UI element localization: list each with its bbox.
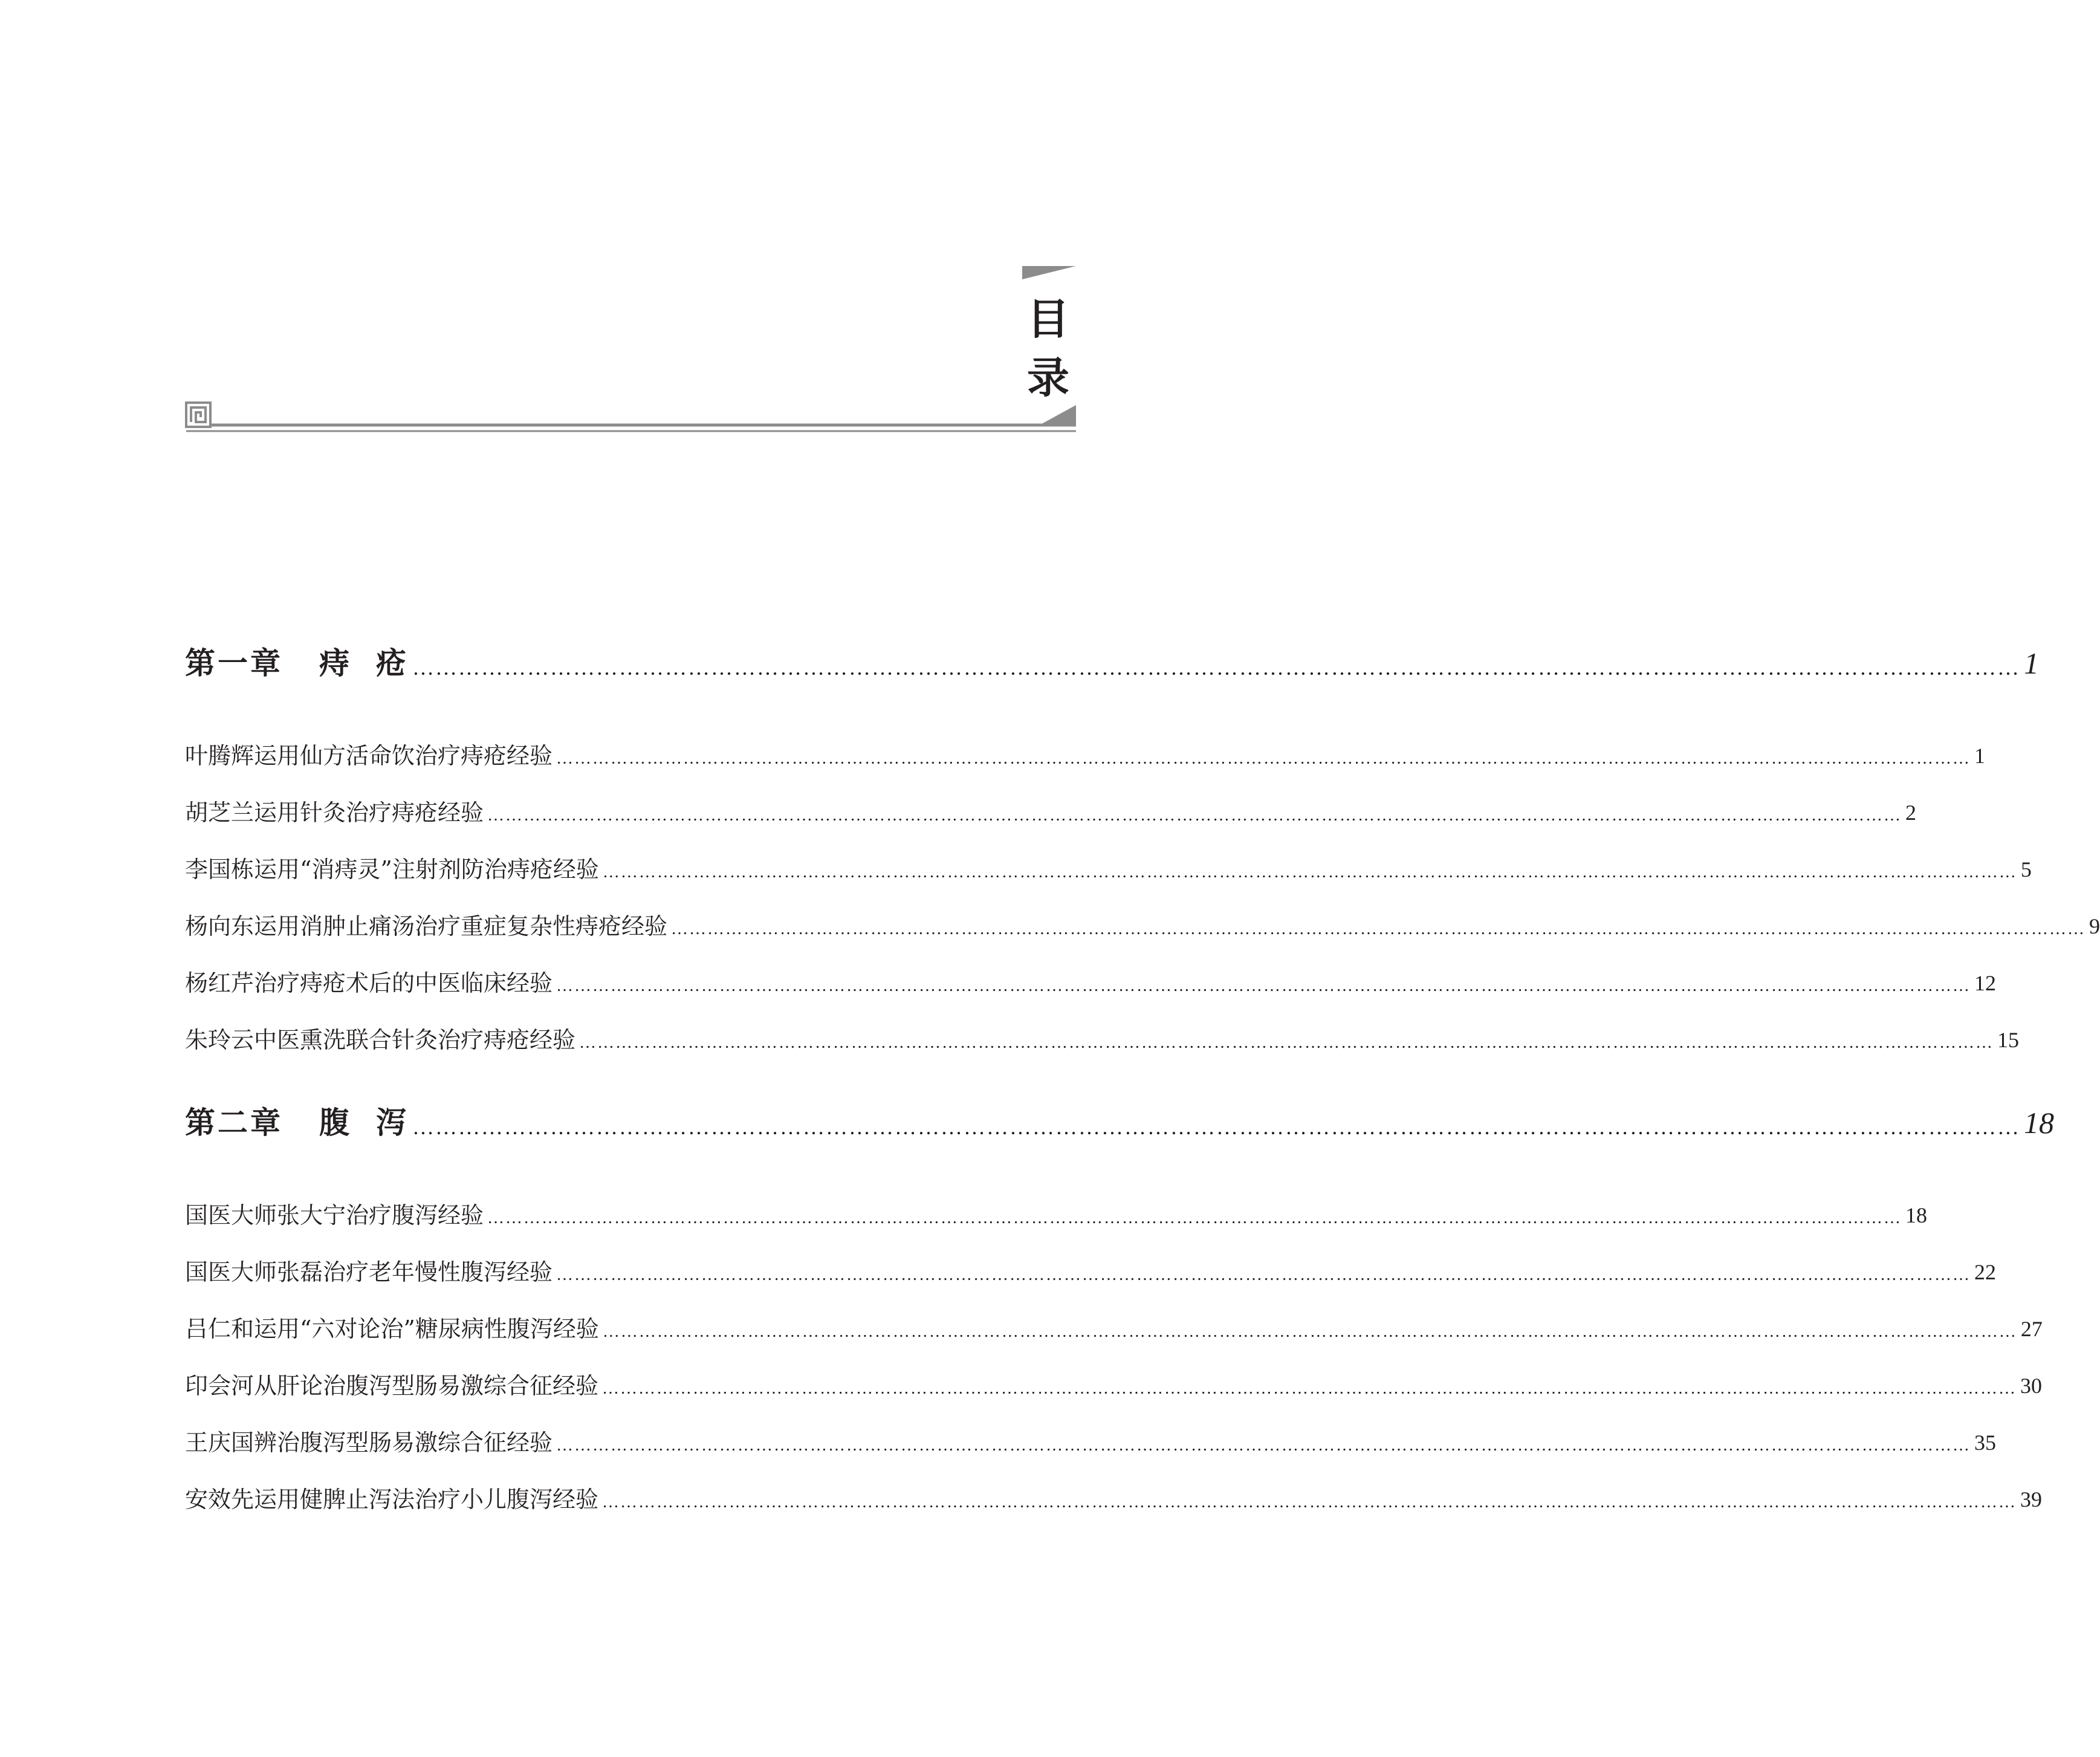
dot-leader: ………………………………………………………………………………………………………………………………………………………………………………………………………………	[556, 1265, 1971, 1284]
dot-leader: ………………………………………………………………………………………………………………………………………………………………………………………………………………	[556, 1436, 1971, 1455]
toc-entry-page: 12	[1974, 971, 1997, 995]
toc-entry-page: 5	[2020, 857, 2032, 882]
toc-entry-title: 杨向东运用消肿止痛汤治疗重症复杂性痔疮经验	[185, 913, 668, 940]
toc-entry-page: 27	[2020, 1317, 2043, 1341]
toc-entry-title: 吕仁和运用“六对论治”糖尿病性腹泻经验	[185, 1316, 599, 1342]
chapter-heading-1[interactable]	[185, 642, 2039, 684]
toc-header	[185, 266, 1076, 441]
chapter-page-number: 18	[2024, 1106, 2054, 1140]
dot-leader: …………………………………………………………………………………………………………………………………………………………………………………………	[412, 655, 2020, 680]
toc-entry[interactable]	[185, 853, 2032, 886]
toc-title-char-1: 目	[1027, 294, 1069, 344]
toc-entry-page: 15	[1997, 1028, 2020, 1052]
toc-entry[interactable]	[185, 1369, 2043, 1403]
dot-leader: ………………………………………………………………………………………………………………………………………………………………………………………………………………	[671, 920, 2086, 938]
dot-leader: ………………………………………………………………………………………………………………………………………………………………………………………………………………	[602, 1322, 2017, 1341]
toc-entry-title: 国医大师张磊治疗老年慢性腹泻经验	[185, 1259, 553, 1285]
toc-title-char-2: 录	[1027, 353, 1069, 403]
toc-entry-title: 叶腾辉运用仙方活命饮治疗痔疮经验	[185, 742, 553, 769]
dot-leader: ………………………………………………………………………………………………………………………………………………………………………………………………………………	[602, 1493, 2017, 1512]
dot-leader: ………………………………………………………………………………………………………………………………………………………………………………………………………………	[487, 806, 1902, 825]
dot-leader: ………………………………………………………………………………………………………………………………………………………………………………………………………………	[579, 1033, 1994, 1052]
chapter-page-number: 1	[2024, 646, 2039, 680]
toc-entry-title: 胡芝兰运用针灸治疗痔疮经验	[185, 799, 484, 826]
toc-entry-title: 杨红芹治疗痔疮术后的中医临床经验	[185, 970, 553, 996]
toc-entry-title: 印会河从肝论治腹泻型肠易激综合征经验	[185, 1372, 599, 1399]
chapter-heading-2[interactable]	[185, 1102, 2054, 1144]
toc-entry-page: 39	[2020, 1487, 2043, 1512]
toc-entry[interactable]	[185, 1198, 1928, 1232]
toc-entry-title: 王庆国辨治腹泻型肠易激综合征经验	[185, 1429, 553, 1456]
toc-entry[interactable]	[185, 1023, 2020, 1057]
toc-entry-page: 9	[2089, 914, 2100, 938]
toc-entry-page: 18	[1905, 1203, 1928, 1227]
dot-leader: ………………………………………………………………………………………………………………………………………………………………………………………………………………	[602, 863, 2017, 882]
toc-entry-title: 朱玲云中医熏洗联合针灸治疗痔疮经验	[185, 1027, 576, 1053]
toc-entry-page: 35	[1974, 1431, 1997, 1455]
chapter-title: 第一章 痔 疮	[185, 646, 409, 681]
dot-leader: …………………………………………………………………………………………………………………………………………………………………………………………	[412, 1115, 2020, 1139]
toc-entry[interactable]	[185, 909, 2100, 943]
toc-entry[interactable]	[185, 796, 1917, 830]
toc-entry[interactable]	[185, 1426, 1997, 1460]
toc-entry-title: 李国栋运用“消痔灵”注射剂防治痔疮经验	[185, 856, 599, 883]
toc-entry[interactable]	[185, 1312, 2043, 1346]
toc-entry-page: 2	[1905, 801, 1917, 825]
toc-entry-title: 安效先运用健脾止泻法治疗小儿腹泻经验	[185, 1486, 599, 1513]
toc-entry[interactable]	[185, 1483, 2043, 1516]
toc-entry[interactable]	[185, 1255, 1997, 1289]
toc-entry-page: 22	[1974, 1260, 1997, 1284]
dot-leader: ………………………………………………………………………………………………………………………………………………………………………………………………………………	[602, 1379, 2017, 1398]
header-ornament	[185, 266, 1076, 441]
dot-leader: ………………………………………………………………………………………………………………………………………………………………………………………………………………	[487, 1209, 1902, 1227]
toc-entry-page: 1	[1974, 744, 1986, 768]
toc-entry[interactable]	[185, 966, 1997, 1000]
chapter-title: 第二章 腹 泻	[185, 1105, 409, 1140]
dot-leader: ………………………………………………………………………………………………………………………………………………………………………………………………………………	[556, 749, 1971, 768]
toc-entry-title: 国医大师张大宁治疗腹泻经验	[185, 1202, 484, 1229]
dot-leader: ………………………………………………………………………………………………………………………………………………………………………………………………………………	[556, 976, 1971, 995]
toc-entry[interactable]	[185, 739, 1986, 773]
toc-entry-page: 30	[2020, 1374, 2043, 1398]
